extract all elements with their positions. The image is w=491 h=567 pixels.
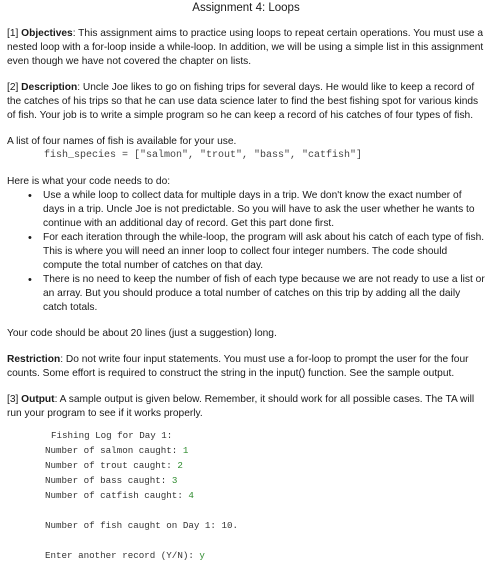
restriction-text: : Do not write four input statements. You must use a for-loop to prompt the user for the four counts. Some effort is required to construct the string in the input() function. See the sample output.: [7, 354, 469, 379]
description-paragraph: [7, 81, 485, 123]
list-item-text: For each iteration through the while-loop, the program will ask about his catch of each type of fish. This is where you will need an inner loop to collect four integer numbers. The code should compute the total number of catches on that day.: [43, 232, 485, 271]
prompt-value: 1: [182, 445, 189, 456]
bullet-icon: •: [28, 190, 32, 202]
output-heading: Output: [21, 394, 55, 405]
sample-prompt-line: [45, 488, 485, 503]
prompt-value: 2: [177, 460, 183, 471]
spacer: [45, 533, 485, 548]
requirements-list: [7, 189, 485, 315]
prompt-label: Number of trout caught:: [45, 460, 178, 471]
objectives-text: : This assignment aims to practice using loops to repeat certain operations. You must use a nested loop with a for-loop inside a while-loop. In addition, we will be using a simple list in this assignment even though we have not covered the chapter on lists.: [7, 28, 484, 67]
output-number: [3]: [7, 394, 22, 405]
sample-prompt-line: [45, 458, 485, 473]
prompt-label: Number of salmon caught:: [45, 445, 183, 456]
sample-header: Fishing Log for Day 1:: [51, 430, 173, 441]
line-count-note: Your code should be about 20 lines (just a suggestion) long.: [7, 328, 277, 339]
prompt-label: Number of bass caught:: [45, 475, 172, 486]
fish-list-intro: A list of four names of fish is available for your use.: [7, 136, 237, 147]
restriction-heading: Restriction: [7, 354, 61, 365]
sample-again-line: [45, 548, 485, 563]
spacer: [45, 503, 485, 518]
bullet-icon: •: [28, 274, 32, 286]
assignment-document: [7, 0, 485, 563]
fish-species-code: fish_species = ["salmon", "trout", "bass", "catfish"]: [44, 150, 363, 161]
objectives-number: [1]: [7, 28, 22, 39]
list-item-text: There is no need to keep the number of fish of each type because we are not ready to use a list or an array. But you should produce a total number of catches on this trip by adding all the daily catch totals.: [43, 274, 485, 313]
again-label: Enter another record (Y/N):: [45, 550, 200, 561]
prompt-label: Number of catfish caught:: [45, 490, 189, 501]
description-number: [2]: [7, 82, 22, 93]
page-title: Assignment 4: Loops: [192, 2, 300, 14]
list-item: [7, 189, 485, 231]
prompt-value: 4: [188, 490, 194, 501]
restriction-paragraph: [7, 353, 485, 381]
sample-prompt-line: [45, 473, 485, 488]
objectives-heading: Objectives: [21, 28, 73, 39]
output-text: : A sample output is given below. Remember, it should work for all possible cases. The TA will run your program to see if it works properly.: [7, 394, 475, 419]
todo-intro: Here is what your code needs to do:: [7, 176, 171, 187]
description-heading: Description: [21, 82, 78, 93]
total-label: Number of fish caught on Day 1:: [45, 520, 222, 531]
description-text: : Uncle Joe likes to go on fishing trips for several days. He would like to keep a record of the catches of his trips so that he can use data science later to find the best fishing spot for various kinds of fish. Your job is to write a simple program so he can keep a record of his catches of four types of fish.: [7, 82, 479, 121]
total-value: 10.: [221, 520, 238, 531]
bullet-icon: •: [28, 232, 32, 244]
sample-prompt-line: [45, 443, 485, 458]
sample-total-line: [45, 518, 485, 533]
list-item-text: Use a while loop to collect data for multiple days in a trip. We don't know the exact number of days in a trip. Uncle Joe is not predictable. So you will have to ask the user whether he wants to continue with an additional day of record. Get this part done first.: [43, 190, 475, 229]
again-value: y: [199, 550, 205, 561]
list-item: [7, 273, 485, 315]
objectives-paragraph: [7, 27, 485, 69]
prompt-value: 3: [171, 475, 178, 486]
list-item: [7, 231, 485, 273]
sample-output: [7, 428, 485, 563]
output-paragraph: [7, 393, 485, 421]
